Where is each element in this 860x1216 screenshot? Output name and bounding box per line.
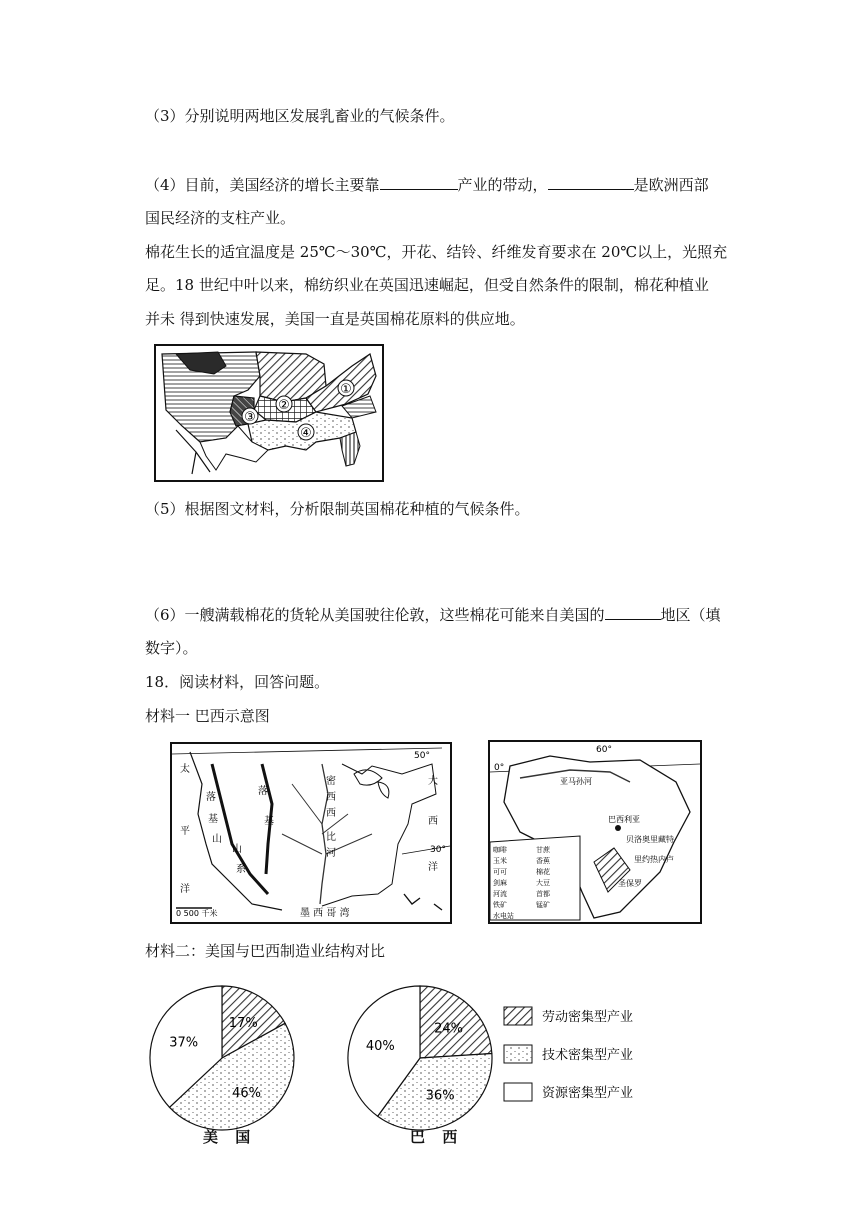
pie-slice-label: 46%	[232, 1085, 261, 1101]
legend-swatch-resource	[504, 1083, 532, 1101]
svg-text:圣保罗: 圣保罗	[618, 879, 642, 888]
svg-text:墨 西 哥 湾: 墨 西 哥 湾	[300, 908, 350, 919]
svg-text:西: 西	[326, 792, 336, 803]
svg-text:平: 平	[180, 826, 190, 837]
pie-slice-label: 36%	[425, 1088, 455, 1104]
question-4-text-a: （4）目前，美国经济的增长主要靠	[145, 176, 380, 194]
svg-text:50°: 50°	[414, 751, 430, 761]
svg-text:西: 西	[428, 816, 438, 827]
svg-text:香蕉: 香蕉	[536, 857, 550, 865]
svg-text:落: 落	[206, 792, 216, 803]
marker-3-label: ③	[244, 410, 256, 425]
svg-text:30°: 30°	[430, 845, 446, 855]
question-4-text-c: 是欧洲西部	[633, 176, 709, 194]
svg-text:60°: 60°	[596, 745, 612, 755]
question-6-line2: 数字）。	[145, 639, 198, 657]
brazil-map	[488, 740, 702, 924]
svg-text:铁矿: 铁矿	[493, 901, 507, 909]
svg-text:比: 比	[326, 832, 336, 843]
question-4-text-b: 产业的带动，	[457, 176, 548, 194]
islands	[404, 894, 442, 910]
answer-blank[interactable]	[548, 175, 634, 190]
svg-text:锰矿: 锰矿	[536, 901, 550, 909]
material-1-title: 材料一 巴西示意图	[145, 707, 270, 725]
svg-text:山: 山	[232, 844, 242, 855]
svg-text:棉花: 棉花	[536, 868, 550, 876]
material-line: 棉花生长的适宜温度是 25℃～30℃，开花、结铃、纤维发育要求在 20℃以上，光照充	[145, 243, 728, 261]
legend-label-tech: 技术密集型产业	[542, 1048, 634, 1063]
question-6	[145, 605, 721, 625]
pie-country-label-brazil: 巴 西	[410, 1128, 464, 1146]
legend-label-resource: 资源密集型产业	[542, 1086, 634, 1101]
svg-text:里约热内卢: 里约热内卢	[634, 855, 674, 864]
svg-text:甘蔗: 甘蔗	[536, 846, 550, 854]
svg-text:洋: 洋	[428, 862, 438, 873]
svg-text:洋: 洋	[180, 884, 190, 895]
question-6-text-a: （6）一艘满载棉花的货轮从美国驶往伦敦，这些棉花可能来自美国的	[145, 606, 605, 624]
usa-river-map-svg	[172, 744, 450, 922]
brazil-map-svg	[490, 742, 700, 922]
pie-slice-label: 37%	[169, 1035, 199, 1051]
material-line: 并未 得到快速发展，美国一直是英国棉花原料的供应地。	[145, 310, 525, 328]
usa-cotton-map-svg	[156, 346, 382, 480]
pie-slice-label: 40%	[365, 1039, 395, 1055]
legend-swatch-labor	[504, 1007, 532, 1025]
svg-text:密: 密	[326, 776, 336, 787]
pie-slice-label: 17%	[228, 1016, 258, 1032]
svg-text:大豆: 大豆	[536, 879, 550, 887]
pie-legend	[494, 1003, 684, 1103]
usa-cotton-map	[154, 344, 384, 482]
svg-text:亚马孙河: 亚马孙河	[560, 777, 592, 786]
svg-text:太: 太	[180, 764, 190, 775]
svg-text:西: 西	[326, 808, 336, 819]
svg-text:基: 基	[264, 816, 274, 827]
region-florida	[340, 432, 360, 466]
question-18: 18．阅读材料，回答问题。	[145, 673, 330, 691]
pie-country-label-usa: 美 国	[203, 1128, 257, 1146]
question-4-line2: 国民经济的支柱产业。	[145, 209, 296, 227]
great-lakes	[354, 770, 389, 798]
legend-swatch-tech	[504, 1045, 532, 1063]
question-4	[145, 175, 709, 195]
svg-text:咖啡: 咖啡	[493, 846, 507, 854]
marker-4-label: ④	[300, 426, 312, 441]
material-line: 足。18 世纪中叶以来，棉纺织业在英国迅速崛起，但受自然条件的限制，棉花种植业	[145, 276, 709, 294]
answer-blank[interactable]	[380, 175, 458, 190]
marker-1-label: ①	[340, 382, 352, 397]
svg-text:巴西利亚: 巴西利亚	[608, 815, 640, 824]
pie-legend-svg	[494, 1003, 684, 1103]
question-5: （5）根据图文材料，分析限制英国棉花种植的气候条件。	[145, 500, 530, 518]
svg-text:山: 山	[212, 834, 222, 845]
svg-text:基: 基	[208, 814, 218, 825]
svg-text:贝洛奥里藏特: 贝洛奥里藏特	[626, 835, 674, 844]
legend-label-labor: 劳动密集型产业	[542, 1010, 634, 1025]
svg-text:落: 落	[258, 786, 268, 797]
material-2-title: 材料二：美国与巴西制造业结构对比	[145, 942, 386, 960]
svg-text:0 500 千米: 0 500 千米	[176, 909, 218, 918]
svg-text:玉米: 玉米	[493, 857, 507, 865]
svg-text:系: 系	[236, 864, 246, 875]
question-3: （3）分别说明两地区发展乳畜业的气候条件。	[145, 107, 455, 125]
pie-slice-label: 24%	[434, 1021, 464, 1037]
svg-text:河流: 河流	[493, 890, 507, 898]
svg-text:剑麻: 剑麻	[493, 879, 507, 887]
svg-text:大: 大	[428, 776, 438, 787]
svg-text:水电站: 水电站	[493, 912, 514, 920]
question-6-text-b: 地区（填	[660, 606, 721, 624]
usa-river-map	[170, 742, 452, 924]
svg-text:首都: 首都	[536, 890, 550, 898]
svg-text:可可: 可可	[493, 868, 507, 876]
svg-text:河: 河	[326, 848, 336, 859]
answer-blank[interactable]	[605, 605, 661, 620]
svg-text:0°: 0°	[494, 763, 505, 773]
marker-2-label: ②	[278, 398, 290, 413]
